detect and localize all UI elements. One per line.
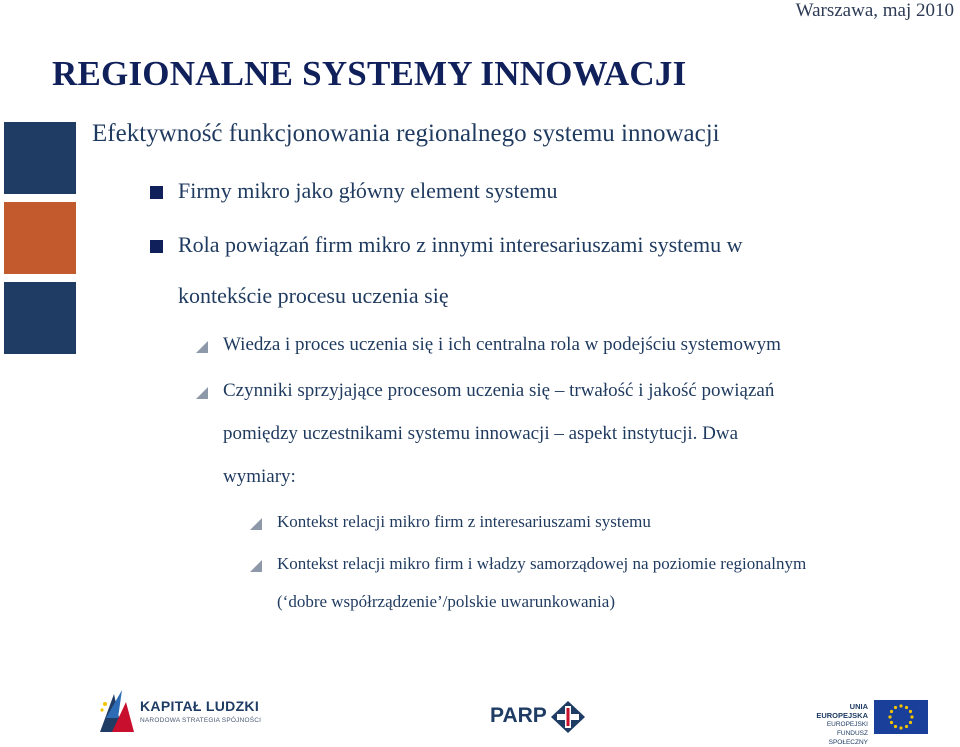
- sub-bullet-item: [196, 380, 936, 500]
- triangle-bullet-icon: [196, 341, 208, 353]
- sub-bullet-text: Wiedza i proces uczenia się i ich centralna rola w podejściu systemowym: [223, 334, 781, 355]
- parp-logo: [490, 700, 590, 736]
- eu-fund-label: EUROPEJSKI: [826, 721, 868, 728]
- sub-sub-bullet-item: [250, 512, 940, 538]
- kapital-ludzki-logo: [96, 688, 266, 736]
- sub-sub-bullet-text: (‘dobre współrządzenie’/polskie uwarunkowania): [277, 592, 615, 611]
- sub-bullet-text: Czynniki sprzyjające procesom uczenia się – trwałość i jakość powiązań: [223, 380, 775, 401]
- decor-square-navy-top: [4, 122, 76, 194]
- kapital-ludzki-emblem-icon: [96, 688, 136, 734]
- bullet-text: Rola powiązań firm mikro z innymi interesariuszami systemu w: [178, 232, 743, 257]
- eu-union-label: UNIA EUROPEJSKA: [816, 702, 868, 720]
- sub-sub-bullet-text: Kontekst relacji mikro firm i władzy samorządowej na poziomie regionalnym: [277, 554, 807, 573]
- parp-diamond-icon: [550, 700, 586, 734]
- kapital-ludzki-tagline: NARODOWA STRATEGIA SPÓJNOŚCI: [140, 717, 262, 724]
- slide-subtitle: Efektywność funkcjonowania regionalnego systemu innowacji: [92, 120, 720, 147]
- square-bullet-icon: [150, 186, 163, 199]
- triangle-bullet-icon: [250, 518, 262, 530]
- kapital-ludzki-name: KAPITAŁ LUDZKI: [140, 698, 260, 714]
- date-label: Warszawa, maj 2010: [795, 0, 954, 21]
- eu-logo: [800, 700, 930, 746]
- slide-title: REGIONALNE SYSTEMY INNOWACJI: [52, 54, 687, 93]
- triangle-bullet-icon: [250, 560, 262, 572]
- decor-square-navy-bottom: [4, 282, 76, 354]
- decor-square-orange: [4, 202, 76, 274]
- bullet-item: [150, 178, 850, 208]
- sub-bullet-item: [196, 334, 936, 362]
- sub-sub-bullet-text: Kontekst relacji mikro firm z interesariuszami systemu: [277, 512, 651, 531]
- eu-social-fund-label: FUNDUSZ SPOŁECZNY: [828, 730, 868, 746]
- triangle-bullet-icon: [196, 387, 208, 399]
- parp-name: PARP: [490, 704, 547, 727]
- bullet-text: kontekście procesu uczenia się: [178, 283, 449, 308]
- sub-bullet-text: pomiędzy uczestnikami systemu innowacji – aspekt instytucji. Dwa: [223, 423, 739, 444]
- sub-bullet-text: wymiary:: [223, 466, 296, 487]
- bullet-item: [150, 232, 910, 312]
- eu-flag-icon: [874, 700, 928, 734]
- sub-sub-bullet-item: [250, 554, 940, 618]
- bullet-text: Firmy mikro jako główny element systemu: [178, 178, 558, 203]
- square-bullet-icon: [150, 240, 163, 253]
